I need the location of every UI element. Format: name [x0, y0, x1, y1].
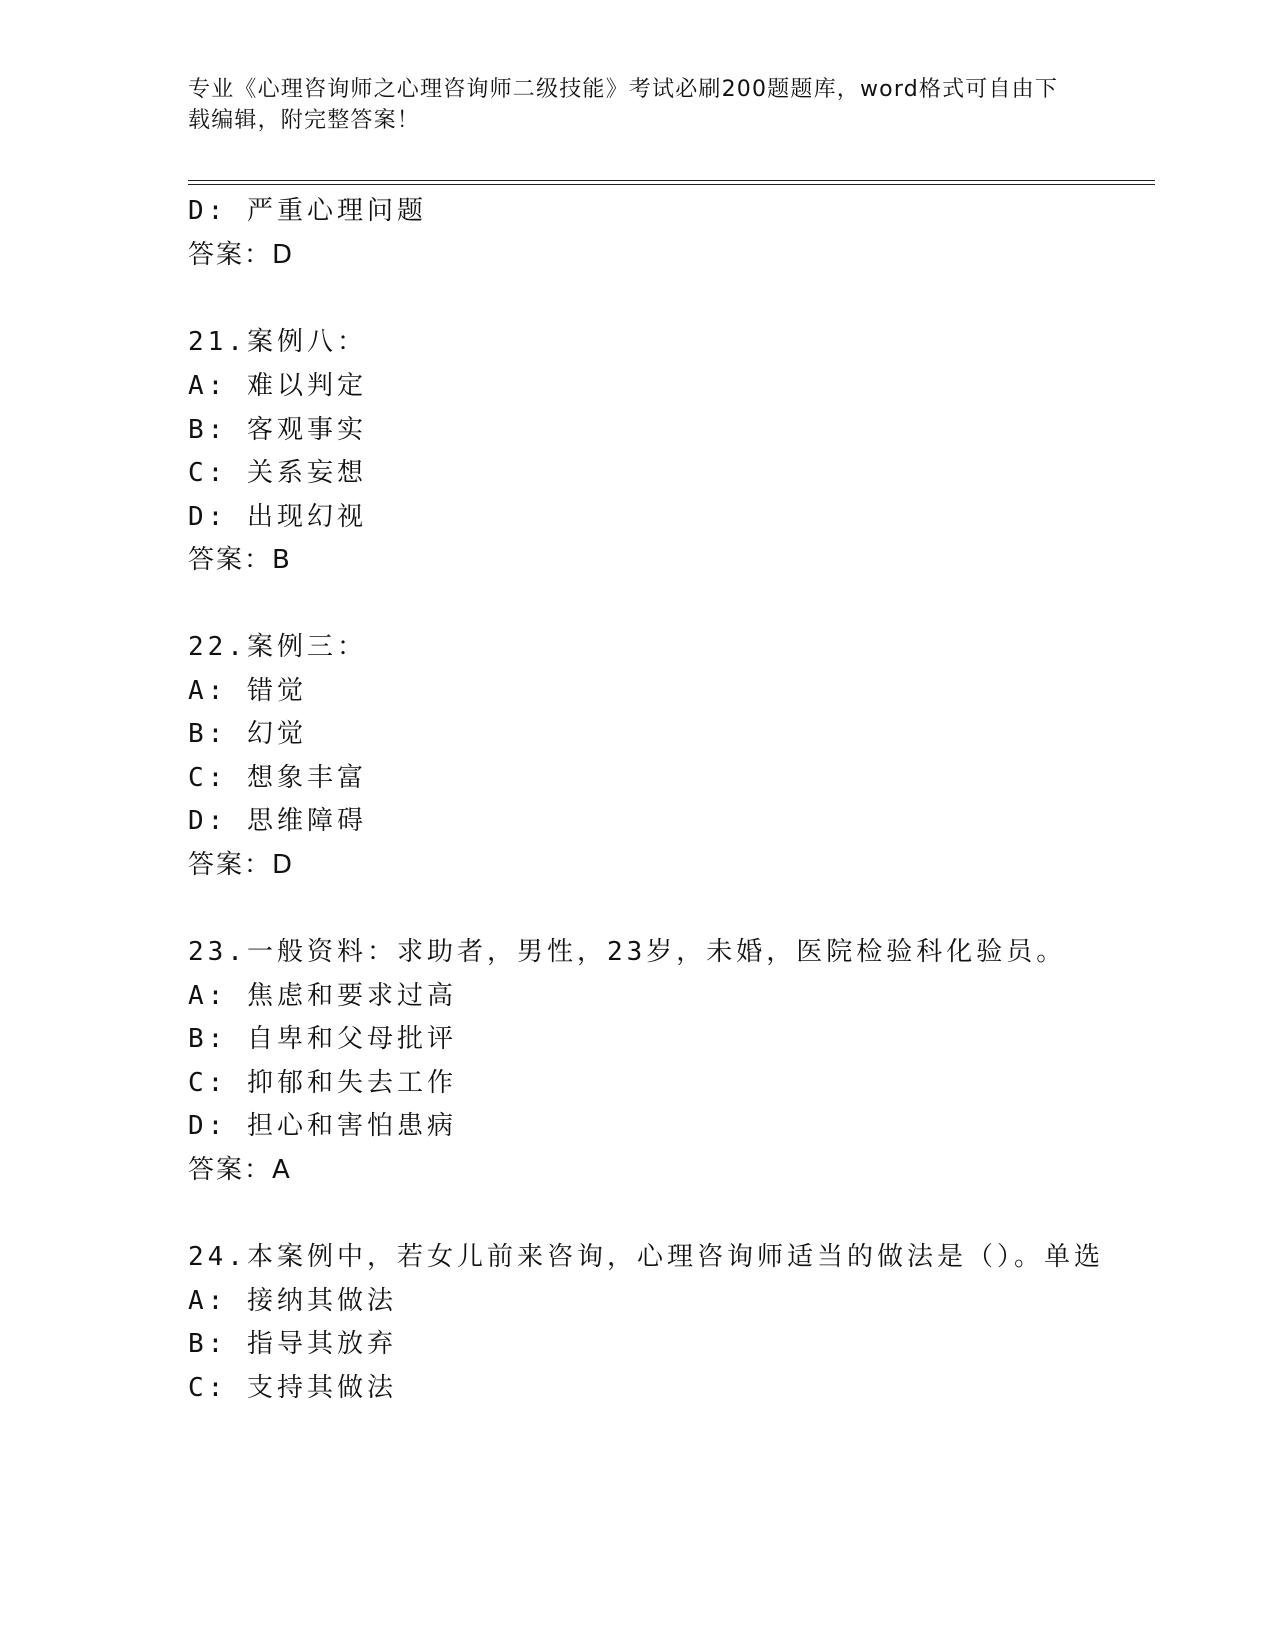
question-22: 22.案例三：: [188, 632, 367, 662]
option-d-q20: D: 严重心理问题: [188, 196, 427, 226]
header-rule-bottom: [188, 184, 1155, 185]
option-a-q22: A: 错觉: [188, 676, 307, 706]
option-a-q21: A: 难以判定: [188, 371, 367, 401]
option-c-q24: C: 支持其做法: [188, 1373, 397, 1403]
option-b-q21: B: 客观事实: [188, 415, 367, 445]
option-b-q22: B: 幻觉: [188, 719, 307, 749]
answer-q20: 答案：D: [188, 240, 295, 270]
question-21: 21.案例八：: [188, 327, 367, 357]
question-23: 23.一般资料：求助者，男性，23岁，未婚，医院检验科化验员。: [188, 937, 1067, 967]
option-d-q21: D: 出现幻视: [188, 502, 367, 532]
option-c-q22: C: 想象丰富: [188, 763, 367, 793]
option-d-q22: D: 思维障碍: [188, 806, 367, 836]
option-b-q23: B: 自卑和父母批评: [188, 1024, 457, 1054]
answer-q22: 答案：D: [188, 850, 295, 880]
answer-q21: 答案：B: [188, 545, 292, 575]
option-b-q24: B: 指导其放弃: [188, 1329, 397, 1359]
option-a-q24: A: 接纳其做法: [188, 1286, 397, 1316]
option-c-q21: C: 关系妄想: [188, 458, 367, 488]
option-a-q23: A: 焦虑和要求过高: [188, 981, 457, 1011]
question-24: 24.本案例中，若女儿前来咨询，心理咨询师适当的做法是（）。单选: [188, 1242, 1104, 1272]
option-c-q23: C: 抑郁和失去工作: [188, 1068, 457, 1098]
header-rule-top: [188, 180, 1155, 181]
answer-q23: 答案：A: [188, 1155, 292, 1185]
option-d-q23: D: 担心和害怕患病: [188, 1111, 457, 1141]
document-header: 专业《心理咨询师之心理咨询师二级技能》考试必刷200题题库，word格式可自由下载编辑，附完整答案！: [188, 77, 1059, 133]
